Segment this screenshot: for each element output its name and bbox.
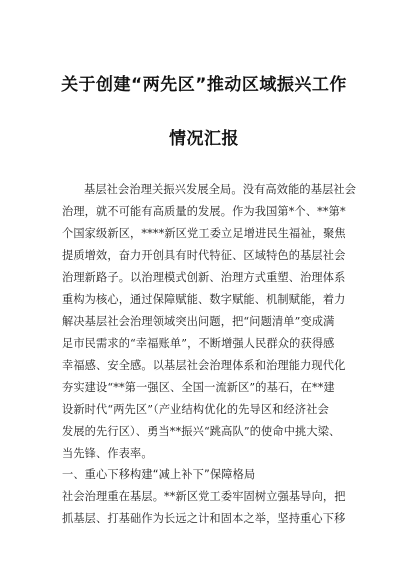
- paragraph-line: 当先锋、作表率。: [62, 447, 153, 460]
- section-heading: 一、重心下移构建“减上补下”保障格局: [62, 468, 256, 481]
- paragraph-line: 重构为核心，通过保障赋能、数字赋能、机制赋能，着力: [62, 293, 346, 306]
- paragraph-line: 抓基层、打基础作为长远之计和固本之举，坚持重心下移: [62, 512, 346, 525]
- paragraph-line: 社会治理重在基层。**新区党工委牢固树立强基导向，把: [62, 490, 346, 503]
- paragraph-line: 提质增效，奋力开创具有时代特征、区域特色的基层社会: [62, 249, 346, 262]
- document-title: 关于创建“两先区”推动区域振兴工作: [61, 75, 347, 95]
- paragraph-line: 治理新路子。以治理模式创新、治理方式重塑、治理体系: [62, 271, 346, 284]
- paragraph-line: 发展的先行区）、勇当**振兴“跳高队”的使命中挑大梁、: [62, 425, 341, 438]
- paragraph-line: 足市民需求的“幸福账单”，不断增强人民群众的获得感: [62, 337, 335, 350]
- document-subtitle: 情况汇报: [169, 129, 239, 149]
- paragraph-line: 幸福感、安全感。以基层社会治理体系和治理能力现代化: [62, 359, 346, 372]
- paragraph-line: 治理，就不可能有高质量的发展。作为我国第*个、**第*: [62, 205, 346, 218]
- paragraph-line: 夯实建设“**第一强区、全国一流新区”的基石，在**建: [62, 381, 335, 394]
- paragraph-line: 解决基层社会治理领域突出问题，把“问题清单”变成满: [62, 315, 335, 328]
- paragraph-line: 设新时代“两先区”（产业结构优化的先导区和经济社会: [62, 403, 329, 416]
- paragraph-line: 基层社会治理关振兴发展全局。没有高效能的基层社会: [84, 183, 357, 196]
- paragraph-line: 个国家级新区，****新区党工委立足增进民生福祉，聚焦: [62, 227, 346, 240]
